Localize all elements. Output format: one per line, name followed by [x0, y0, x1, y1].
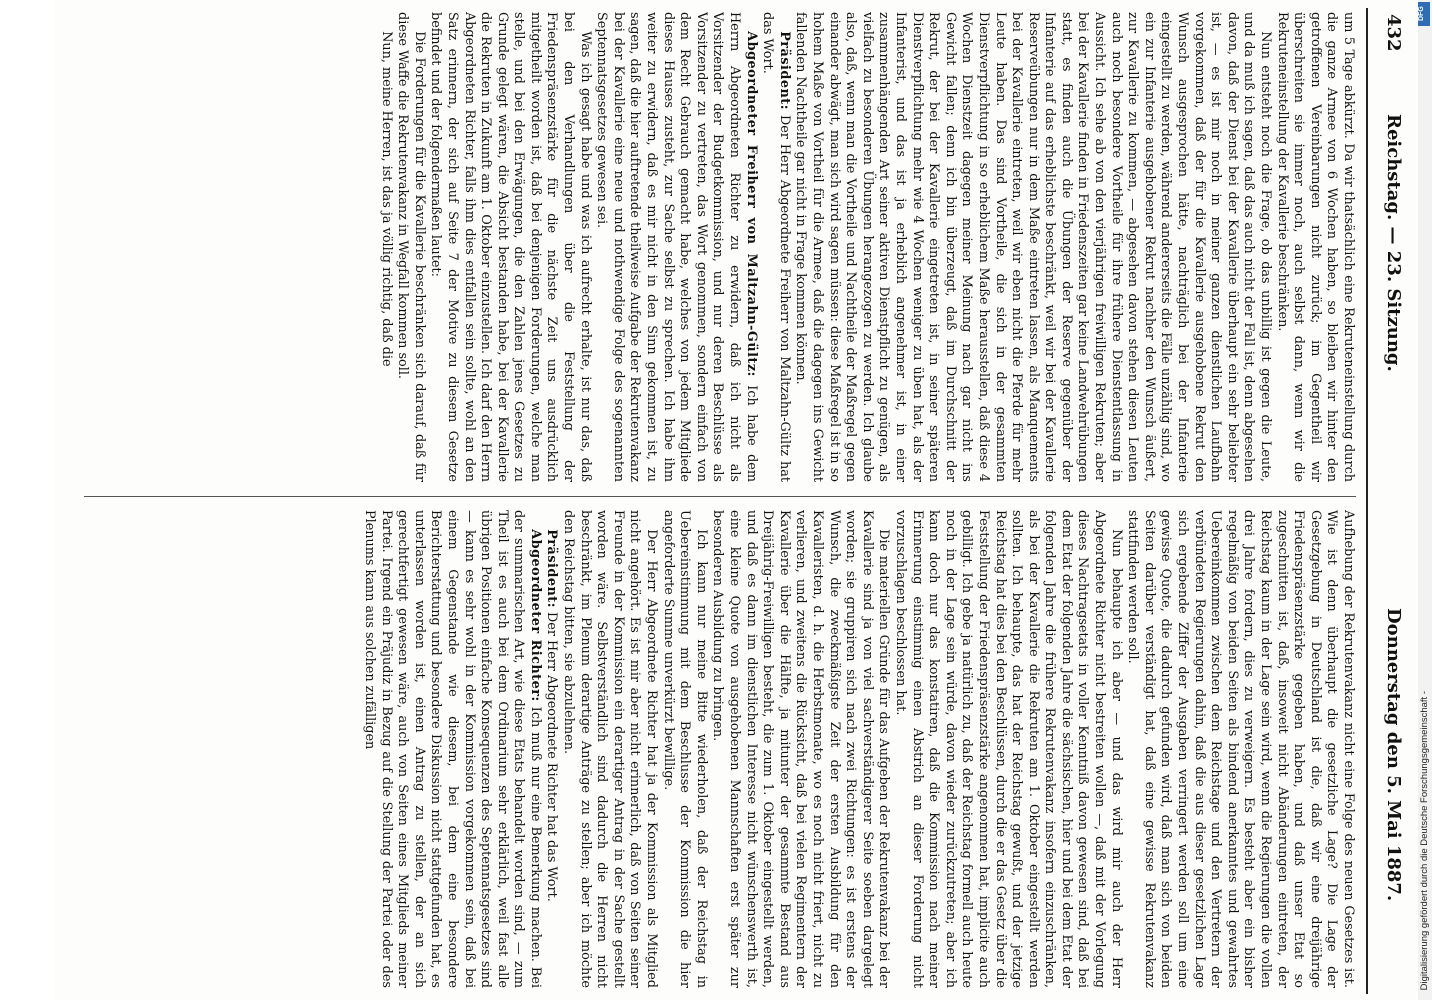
rotated-page-scan	[54, 0, 1416, 1000]
speaker-name: Präsident:	[544, 529, 560, 608]
page-number: 432	[1383, 14, 1404, 52]
dfg-logo: DFG	[1418, 2, 1430, 26]
header-rule	[1366, 8, 1368, 994]
speaker-name: Abgeordneter Richter:	[527, 529, 543, 702]
page-header	[1364, 8, 1404, 994]
speaker-paragraph	[360, 510, 543, 988]
body-paragraph: Aufhebung der Rekrutenvakanz nicht eine Folge des neuen Gesetzes ist. Wie ist denn überhaupt die gesetzliche Lage? Die Lage der Gesetzgebung in Deutschland ist die, daß wir eine dreijährige Friedenspräsenzstärke gegeben haben, und daß unser Etat so zugeschnitten ist, daß, insoweit nicht Abänderungen eintreten, der Reichstag kaum in der Lage sein wird, wenn die Regierungen die vollen drei Jahre fordern, dies zu verweigern. Es besteht aber ein bisher regelmäßig von beiden Seiten als bindend anerkanntes und gewahrtes Uebereinkommen zwischen dem Reichstage und den Vertretern der verbündeten Regierungen dahin, daß die aus dieser gesetzlichen Lage sich ergebende Ziffer der Ausgaben verringert werden soll um eine gewisse Quote, die dadurch gefunden wird, daß man sich von beiden Seiten darüber verständigt hat, daß eine gewisse Rekrutenvakanz stattfinden werden soll.	[1125, 510, 1356, 988]
session-date: Donnerstag den 5. Mai 1887.	[1383, 608, 1404, 902]
body-paragraph: Die Forderungen für die Kavallerie beschränken sich darauf, daß für diese Waffe die Rekrutenvakanz in Wegfall kommen soll.	[395, 12, 427, 482]
body-paragraph: um 5 Tage abkürzt. Da wir thatsächlich eine Rekruteneinstellung durch die ganze Armee von 6 Wochen haben, so bleiben wir hinter den getroffenen Vereinbarungen nicht zurück; im Gegentheil wir überschreiten sie immer noch, auch selbst dann, wenn wir die Rekruteneinstellung der Kavallerie beschränken.	[1274, 12, 1356, 482]
speech-text: Ich habe dem Herrn Abgeordneten Richter zu erwidern, daß ich nicht als Vorsitzender der Budgetkommission, und nur deren Beschlüsse als Vorsitzender zu vertreten, das Wort genommen, sondern einfach von dem Recht Gebrauch gemacht habe, welches von jedem Mitgliede dieses Hauses zusteht, zur Sache selbst zu sprechen. Ich habe ihm weiter zu erwidern, daß es mir nicht in den Sinn gekommen ist, zu sagen, daß die hier auftretende theilweise Aufgabe der Rekrutenvakanz bei der Kavallerie eine neue und nothwendige Folge des sogenannten Septennatsgesetzes gewesen sei.	[594, 12, 759, 482]
body-paragraph: Nun, meine Herren, ist das ja völlig richtig, daß die	[378, 31, 394, 367]
body-paragraph: Der Herr Abgeordnete Richter hat ja der Kommission als Mitglied nicht angehört. Es ist mir aber nicht erinnerlich, daß von Seiten seiner Freunde in der Kommission ein derartiger Antrag in der Sache gestellt worden wäre. Selbstverständlich sind dadurch die Herren nicht beschränkt, im Plenum derartige Anträge zu stellen; aber ich möchte den Reichstag bitten, sie abzulehnen.	[561, 510, 660, 988]
column-divider	[84, 496, 1356, 497]
speaker-name: Präsident:	[776, 31, 792, 110]
speech-text: Ich muß nur eine Bemerkung machen. Bei der summarischen Art, wie diese Etats behandelt worden sind, — zum Theil ist es auch bei dem Ordinarium sehr erklärlich, weil fast alle übrigen Positionen einfache Konsequenzen des Septennatsgesetzes sind — kann es sehr wohl in der Kommission vorgekommen sein, daß bei einem Gegenstande wie diesem, bei dem eine besondere Berichterstattung und besondere Diskussion nicht stattgefunden hat, es unterlassen worden ist, einen Antrag zu stellen, der an sich gerechtfertigt gewesen wäre, auch von Seiten eines Mitglieds meiner Partei. Irgend ein Präjudiz in Bezug auf die Stellung der Partei oder des Plenums kann aus solchen zufälligen	[361, 510, 543, 988]
left-text-column	[62, 12, 1356, 482]
running-title: Reichstag. — 23. Sitzung.	[1383, 114, 1404, 372]
speaker-paragraph	[593, 12, 759, 482]
body-paragraph: Nun behaupte ich aber — und das wird mir auch der Herr Abgeordnete Richter nicht bestreiten wollen —, daß mit der Vorlegung dieses Nachtragsetats in voller Kenntniß davon gewesen sind, daß bei dem Etat der folgenden Jahre die sächsischen, hier und bei dem Etat der folgenden Jahre die frühere Rekrutenvakanz insofern einzuschränken, als bei der Kavallerie die Rekruten am 1. Oktober eingestellt werden sollten. Ich behaupte, das hat der Reichstag gewußt, und der jetzige Reichstag hat dies bei den Beschlüssen, durch die er das Gesetz über die Feststellung der Friedenspräsenzstärke angenommen hat, implicite auch gebilligt. Ich gebe ja natürlich zu, daß der Reichstag formell auch heute noch in der Lage sein würde, davon wieder zurückzutreten; aber ich kann doch nur das konstatiren, daß die Kommission nach meiner Erinnerung einstimmig einen Abstrich an dieser Forderung nicht vorzuschlagen beschlossen hat.	[892, 510, 1124, 988]
speaker-paragraph	[543, 510, 560, 988]
right-text-column	[62, 510, 1356, 988]
speaker-name: Abgeordneter Freiherr von Maltzahn-Gültz:	[743, 31, 759, 377]
body-paragraph: Nun entsteht noch die Frage, ob das unbillig ist gegen die Leute, und da muß ich sagen, daß das auch nicht der Fall ist, denn abgesehen davon, daß der Dienst bei der Kavallerie überhaupt ein sehr beliebter ist, — es ist mir noch in meiner ganzen dienstlichen Laufbahn vorgekommen, daß der für die Kavallerie ausgehobene Rekrut den Wunsch ausgesprochen hätte, nachträglich bei der Infanterie eingestellt zu werden, während andererseits die Fälle unzählig sind, wo ein zur Infanterie ausgehobener Rekrut nachher den Wunsch äußert, zur Kavallerie zu kommen, — abgesehen davon stehen diesen Leuten auch noch besondere Vortheile für ihre frühere Dienstentlassung in Aussicht. Ich sehe ab von den vierjährigen freiwilligen Rekruten; aber bei der Kavallerie finden in Friedenszeiten gar keine Landwehrübungen statt, es finden auch die Übungen der Reserve gegenüber der Infanterie auf das erheblichste beschränkt, weil wir bei der Kavallerie Reserveübungen nur in dem Maße eintreten lassen, als Manquements bei der Kavallerie eintreten, weil wir eben nicht die Pferde für mehr Leute haben. Das sind Vortheile, die sich in der gesammten Dienstverpflichtung in so erheblichem Maße herausstellen, daß diese 4 Wochen Dienstzeit dagegen meiner Meinung nach gar nicht ins Gewicht fallen; denn ich bin überzeugt, daß im Durchschnitt der Rekrut, der bei der Kavallerie eingetreten ist, in seiner späteren Dienstverpflichtung mehr wie 4 Wochen weniger zu üben hat, als der Infanterist, und das ist ja erheblich angenehmer ist, in einer zusammenhängenden Art seiner aktiven Dienstpflicht zu genügen, als vielfach zu besonderen Übungen herangezogen zu werden. Ich glaube also, daß, wenn man die Vortheile und Nachtheile der Maßregel gegen einander abwägt, man sich wird sagen müssen: diese Maßregel ist in so hohem Maße von Vortheil für die Armee, daß die dagegen ins Gewicht fallenden Nachtheile gar nicht in Frage kommen können.	[793, 12, 1274, 482]
digitization-note: Digitalisierung gefördert durch die Deutsche Forschungsgemeinschaft -	[1419, 690, 1430, 990]
speaker-paragraph	[759, 12, 792, 482]
speech-text: Der Herr Abgeordnete Richter hat das Wort.	[544, 612, 560, 902]
body-paragraph: Ich kann nur meine Bitte wiederholen, daß der Reichstag in Uebereinstimmung mit dem Beschlusse der Kommission die hier angeforderte Summe unverkürzt bewillige.	[660, 510, 709, 988]
speech-text: Der Herr Abgeordnete Freiherr von Maltzahn-Gültz hat das Wort.	[760, 12, 792, 482]
body-paragraph: Was ich gesagt habe und was ich aufrecht erhalte, ist nur das, daß bei den Verhandlungen über die Feststellung der Friedenspräsenzstärke für die nächste Zeit uns ausdrücklich mitgetheilt worden ist, daß bei denjenigen Forderungen, welche man stelle, und bei den Erwägungen, die den Zahlen jenes Gesetzes zu Grunde gelegt wären, die Absicht bestanden habe, bei der Kavallerie die Rekruten in Zukunft am 1. Oktober einzustellen. Ich darf den Herrn Abgeordneten Richter, falls ihm dies entfallen sein sollte, wohl an den Satz erinnern, der sich auf Seite 7 der Motive zu diesem Gesetze befindet und der folgendermaßen lautet:	[428, 12, 593, 482]
body-paragraph: Die materiellen Gründe für das Aufgeben der Rekrutenvakanz bei der Kavallerie sind ja von viel sachverständigerer Seite soeben dargelegt worden; sie gruppiren sich nach zwei Richtungen: es ist erstens der Wunsch, die zweckmäßigste Zeit der ersten Ausbildung für den Kavalleristen, d. h. die Herbstmonate, wo es noch nicht friert, nicht zu verlieren, und zweitens die Rücksicht, daß bei vielen Regimentern der Kavallerie über die Hälfte, ja mitunter der gesammte Bestand aus Dreijährig-Freiwilligen besteht, die zum 1. Oktober eingestellt werden, und daß es dann im dienstlichen Interesse nicht wünschenswerth ist, eine kleine Quote von ausgehobenen Mannschaften erst später zur besonderen Ausbildung zu bringen.	[710, 510, 892, 988]
